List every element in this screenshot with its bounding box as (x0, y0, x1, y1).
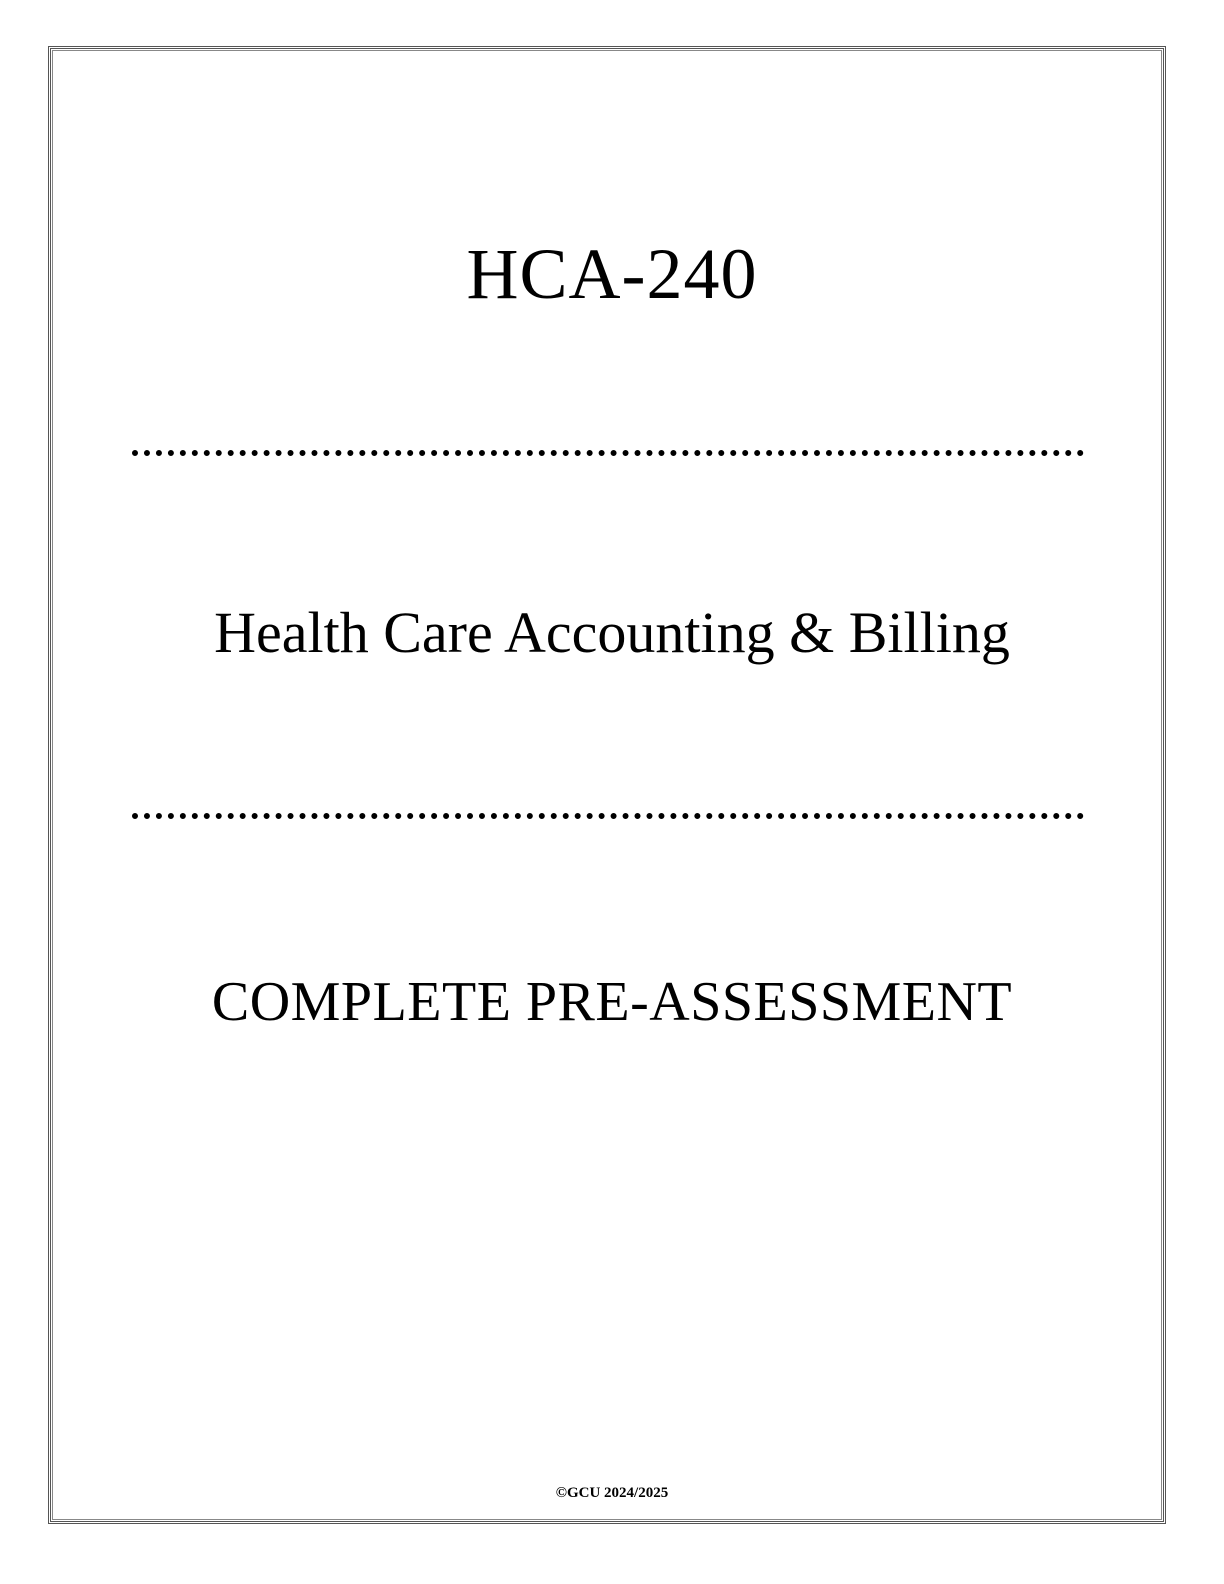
dotted-divider-bottom (132, 813, 1084, 819)
course-title: Health Care Accounting & Billing (214, 600, 1010, 665)
dotted-divider-top (132, 450, 1084, 456)
document-type-heading: COMPLETE PRE-ASSESSMENT (211, 971, 1013, 1033)
copyright-footer: ©GCU 2024/2025 (555, 1485, 669, 1501)
course-code-heading: HCA-240 (466, 234, 758, 314)
